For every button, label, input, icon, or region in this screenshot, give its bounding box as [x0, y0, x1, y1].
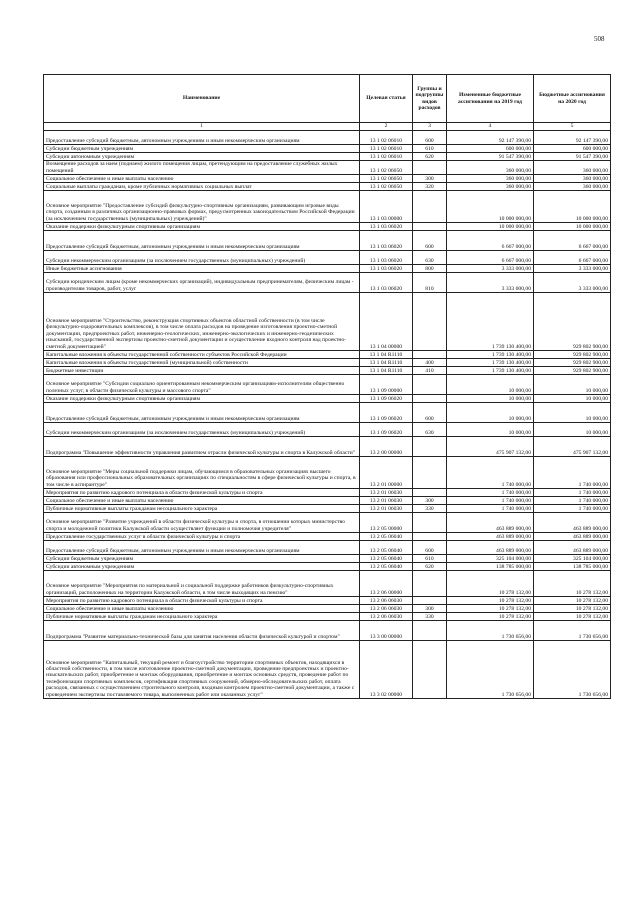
table-row: [44, 403, 611, 423]
row-group-cell: [413, 191, 447, 223]
row-name-cell: Мероприятия по развитию кадрового потенциала в области физической культуры и спорта: [44, 489, 360, 497]
row-code-cell: 13 3 02 00000: [360, 641, 413, 699]
row-amount-2019-cell: 91 547 390,00: [447, 153, 534, 161]
row-name-cell: Предоставление субсидий бюджетным, автономным учреждениям и иным некоммерческим организациям: [44, 403, 360, 423]
table-row: [44, 351, 611, 359]
row-amount-2020-cell: 600 000,00: [534, 145, 611, 153]
row-amount-2019-cell: 360 000,00: [447, 175, 534, 183]
row-code-cell: 13 1 04 R1110: [360, 351, 413, 359]
row-amount-2019-cell: 1 739 130 400,00: [447, 359, 534, 367]
row-code-cell: 13 1 09 06020: [360, 395, 413, 403]
row-group-cell: [413, 351, 447, 359]
table-row: [44, 273, 611, 293]
row-code-cell: 13 2 01 06030: [360, 489, 413, 497]
row-code-cell: 13 3 00 00000: [360, 621, 413, 641]
table-row: [44, 191, 611, 223]
table-row: [44, 231, 611, 251]
row-code-cell: 13 1 09 06020: [360, 423, 413, 437]
row-group-cell: 620: [413, 153, 447, 161]
table-row: [44, 555, 611, 563]
column-number: 5: [534, 123, 611, 131]
row-group-cell: 410: [413, 367, 447, 375]
column-number: 2: [360, 123, 413, 131]
row-group-cell: 330: [413, 505, 447, 513]
table-row: [44, 457, 611, 489]
row-group-cell: 600: [413, 231, 447, 251]
row-code-cell: 13 2 06 06030: [360, 613, 413, 621]
row-amount-2020-cell: 463 889 000,00: [534, 513, 611, 533]
row-group-cell: [413, 641, 447, 699]
row-amount-2020-cell: 463 889 000,00: [534, 533, 611, 541]
row-amount-2020-cell: 10 000,00: [534, 403, 611, 423]
row-amount-2019-cell: 138 785 000,00: [447, 563, 534, 571]
row-name-cell: Оказание поддержки физкультурным спортивным организациям: [44, 223, 360, 231]
row-amount-2019-cell: 10 000 000,00: [447, 191, 534, 223]
row-amount-2020-cell: 929 802 900,00: [534, 351, 611, 359]
row-group-cell: 610: [413, 145, 447, 153]
row-code-cell: 13 2 06 06030: [360, 605, 413, 613]
row-name-cell: Предоставление государственных услуг в области физической культуры и спорта: [44, 533, 360, 541]
row-code-cell: 13 1 04 R1110: [360, 367, 413, 375]
row-amount-2019-cell: 360 000,00: [447, 183, 534, 191]
row-amount-2020-cell: 10 000,00: [534, 395, 611, 403]
row-name-cell: Социальное обеспечение и иные выплаты населению: [44, 605, 360, 613]
row-code-cell: 13 1 04 00000: [360, 293, 413, 351]
row-amount-2020-cell: 360 000,00: [534, 175, 611, 183]
table-body: [44, 131, 611, 699]
table-row: [44, 533, 611, 541]
row-code-cell: 13 2 06 00000: [360, 571, 413, 597]
row-amount-2019-cell: 6 667 000,00: [447, 231, 534, 251]
row-name-cell: Субсидии некоммерческим организациям (за исключением государственных (муниципальных) учреждений): [44, 423, 360, 437]
row-group-cell: 620: [413, 563, 447, 571]
row-code-cell: 13 1 02 06050: [360, 183, 413, 191]
row-name-cell: Субсидии бюджетным учреждениям: [44, 145, 360, 153]
table-row: [44, 153, 611, 161]
table-row: [44, 395, 611, 403]
row-group-cell: 630: [413, 423, 447, 437]
row-amount-2019-cell: 475 907 132,00: [447, 437, 534, 457]
row-amount-2020-cell: 10 000,00: [534, 375, 611, 395]
table-row: [44, 541, 611, 555]
table-row: [44, 621, 611, 641]
row-amount-2020-cell: 1 740 000,00: [534, 489, 611, 497]
row-name-cell: Предоставление субсидий бюджетным, автономным учреждениям и иным некоммерческим организациям: [44, 231, 360, 251]
row-amount-2020-cell: 3 333 000,00: [534, 265, 611, 273]
row-amount-2020-cell: 1 730 656,00: [534, 641, 611, 699]
row-name-cell: Основное мероприятие "Субсидии социально ориентированным некоммерческим организациям-исполнителям общественно полезных услуг, в области физической культуры и массового спорта": [44, 375, 360, 395]
row-name-cell: Основное мероприятие "Предоставление субсидий физкультурно-спортивным организациям, развивающим игровые виды спорта, созданным в различных организационно-правовых формах, предусмотренных законодательством Российской Федерации (за исключением государственных (муниципальных) учреждений)": [44, 191, 360, 223]
row-amount-2019-cell: 463 889 000,00: [447, 541, 534, 555]
table-row: [44, 613, 611, 621]
row-amount-2019-cell: 325 104 000,00: [447, 555, 534, 563]
row-code-cell: 13 1 03 06020: [360, 251, 413, 265]
row-amount-2020-cell: 475 907 132,00: [534, 437, 611, 457]
row-group-cell: 800: [413, 265, 447, 273]
row-amount-2019-cell: 463 889 000,00: [447, 533, 534, 541]
table-row: [44, 505, 611, 513]
row-name-cell: Подпрограмма "Повышение эффективности управления развитием отрасли физической культуры и спорта в Калужской области": [44, 437, 360, 457]
row-amount-2020-cell: 138 785 000,00: [534, 563, 611, 571]
row-code-cell: 13 1 09 06020: [360, 403, 413, 423]
row-amount-2020-cell: 1 740 000,00: [534, 505, 611, 513]
row-name-cell: Капитальные вложения в объекты государственной (муниципальной) собственности: [44, 359, 360, 367]
row-code-cell: 13 2 00 00000: [360, 437, 413, 457]
column-number: 3: [413, 123, 447, 131]
row-group-cell: 600: [413, 541, 447, 555]
row-amount-2019-cell: 463 889 000,00: [447, 513, 534, 533]
row-group-cell: 600: [413, 131, 447, 145]
header-amount-2020: Бюджетные ассигнования на 2020 год: [534, 75, 611, 123]
table-row: [44, 367, 611, 375]
row-amount-2019-cell: 10 000,00: [447, 375, 534, 395]
row-group-cell: 630: [413, 251, 447, 265]
header-name: Наименование: [44, 75, 360, 123]
row-amount-2020-cell: 10 278 132,00: [534, 605, 611, 613]
row-amount-2019-cell: 1 740 000,00: [447, 457, 534, 489]
table-row: [44, 223, 611, 231]
row-code-cell: 13 1 09 00000: [360, 375, 413, 395]
row-amount-2019-cell: 1 730 656,00: [447, 641, 534, 699]
row-name-cell: Субсидии некоммерческим организациям (за исключением государственных (муниципальных) учреждений): [44, 251, 360, 265]
row-amount-2019-cell: 360 000,00: [447, 161, 534, 175]
row-amount-2019-cell: 10 278 132,00: [447, 597, 534, 605]
row-name-cell: Предоставление субсидий бюджетным, автономным учреждениям и иным некоммерческим организациям: [44, 131, 360, 145]
row-group-cell: [413, 437, 447, 457]
row-amount-2019-cell: 10 278 132,00: [447, 605, 534, 613]
row-name-cell: Основное мероприятие "Капитальный, текущий ремонт и благоустройство территории спортивных объектов, находящихся в областной собственности, в том числе изготовление проектно-сметной документации, проведение предпроектных и проектно-изыскательских работ, приобретение и монтаж оборудования, приобретение и монтаж основных средств, проведение работ по телефонизации спортивных комплексов, сертификация спортивных сооружений, обмерно-обследовательских работ, оплата расходов, связанных с осуществлением строительного контроля, входным контролем проектно-сметной документации, а также с проведением экспертизы поставляемого товара, выполненных работ или оказанных услуг": [44, 641, 360, 699]
row-code-cell: 13 1 02 06010: [360, 131, 413, 145]
row-group-cell: 400: [413, 359, 447, 367]
row-amount-2019-cell: 10 000,00: [447, 423, 534, 437]
row-amount-2020-cell: 463 889 000,00: [534, 541, 611, 555]
row-code-cell: 13 2 05 06040: [360, 541, 413, 555]
table-row: [44, 131, 611, 145]
row-code-cell: 13 1 02 06050: [360, 175, 413, 183]
row-group-cell: [413, 513, 447, 533]
table-row: [44, 423, 611, 437]
row-name-cell: Социальное обеспечение и иные выплаты населению: [44, 497, 360, 505]
row-amount-2019-cell: 1 740 000,00: [447, 489, 534, 497]
row-amount-2019-cell: 10 000,00: [447, 395, 534, 403]
row-name-cell: Субсидии бюджетным учреждениям: [44, 555, 360, 563]
row-name-cell: Мероприятия по развитию кадрового потенциала в области физической культуры и спорта: [44, 597, 360, 605]
row-group-cell: [413, 621, 447, 641]
row-amount-2019-cell: 3 333 000,00: [447, 265, 534, 273]
row-amount-2020-cell: 10 278 132,00: [534, 597, 611, 605]
header-amount-2019: Измененные бюджетные ассигнования на 2019 год: [447, 75, 534, 123]
row-code-cell: 13 1 03 06020: [360, 273, 413, 293]
row-name-cell: Основное мероприятие "Строительство, реконструкция спортивных объектов областной собственности (в том числе физкультурно-оздоровительных комплексов), в том числе оплата расходов на проведение изготовления проектно-сметной документации, предпроектных работ, инженерно-геологических, инженерно-экологических и инженерно-геодезических изысканий, государственной экспертизы проектно-сметной документации и осуществление входного контроля над проектно-сметной документацией": [44, 293, 360, 351]
row-group-cell: [413, 533, 447, 541]
row-code-cell: 13 1 02 06050: [360, 161, 413, 175]
row-group-cell: 300: [413, 605, 447, 613]
row-amount-2019-cell: 3 333 000,00: [447, 273, 534, 293]
table-row: [44, 489, 611, 497]
row-name-cell: Бюджетные инвестиции: [44, 367, 360, 375]
row-amount-2020-cell: 1 740 000,00: [534, 497, 611, 505]
table-row: [44, 437, 611, 457]
row-amount-2019-cell: 1 740 000,00: [447, 505, 534, 513]
row-name-cell: Оказание поддержки физкультурным спортивным организациям: [44, 395, 360, 403]
row-code-cell: 13 1 03 06020: [360, 265, 413, 273]
row-group-cell: [413, 489, 447, 497]
row-amount-2020-cell: 10 278 132,00: [534, 613, 611, 621]
row-amount-2020-cell: 6 667 000,00: [534, 231, 611, 251]
row-name-cell: Публичные нормативные выплаты гражданам несоциального характера: [44, 505, 360, 513]
row-group-cell: [413, 223, 447, 231]
row-amount-2020-cell: 10 000 000,00: [534, 191, 611, 223]
row-name-cell: Капитальные вложения в объекты государственной собственности субъектов Российской Федерации: [44, 351, 360, 359]
row-group-cell: [413, 571, 447, 597]
table-row: [44, 265, 611, 273]
header-code: Целевая статья: [360, 75, 413, 123]
row-code-cell: 13 2 05 06040: [360, 563, 413, 571]
column-number: 1: [44, 123, 360, 131]
table-row: [44, 251, 611, 265]
row-group-cell: 330: [413, 613, 447, 621]
row-amount-2020-cell: 10 000 000,00: [534, 223, 611, 231]
table-row: [44, 641, 611, 699]
row-name-cell: Основное мероприятие "Развитие учреждений в области физической культуры и спорта, в отношении которых министерство спорта и молодежной политики Калужской области осуществляет функции и полномочия учредителя": [44, 513, 360, 533]
row-group-cell: 610: [413, 555, 447, 563]
table-row: [44, 605, 611, 613]
row-group-cell: [413, 597, 447, 605]
row-name-cell: Социальное обеспечение и иные выплаты населению: [44, 175, 360, 183]
row-amount-2020-cell: 1 740 000,00: [534, 457, 611, 489]
table-row: [44, 293, 611, 351]
row-code-cell: 13 1 03 06020: [360, 231, 413, 251]
row-amount-2019-cell: 6 667 000,00: [447, 251, 534, 265]
row-code-cell: 13 1 02 06010: [360, 145, 413, 153]
row-name-cell: Субсидии автономным учреждениям: [44, 563, 360, 571]
table-row: [44, 161, 611, 175]
page-number: 508: [594, 35, 605, 43]
row-code-cell: 13 2 01 06030: [360, 497, 413, 505]
row-name-cell: Субсидии юридическим лицам (кроме некоммерческих организаций), индивидуальным предпринимателям, физическим лицам - производителям товаров, работ, услуг: [44, 273, 360, 293]
row-name-cell: Подпрограмма "Развитие материально-технической базы для занятия населения области физической культурой и спортом": [44, 621, 360, 641]
row-code-cell: 13 1 02 06010: [360, 153, 413, 161]
row-amount-2019-cell: 1 739 130 400,00: [447, 293, 534, 351]
row-code-cell: 13 2 05 00000: [360, 513, 413, 533]
row-amount-2019-cell: 600 000,00: [447, 145, 534, 153]
row-code-cell: 13 1 04 R1110: [360, 359, 413, 367]
row-group-cell: [413, 293, 447, 351]
row-amount-2020-cell: 6 667 000,00: [534, 251, 611, 265]
row-group-cell: 810: [413, 273, 447, 293]
row-name-cell: Иные бюджетные ассигнования: [44, 265, 360, 273]
row-amount-2020-cell: 1 730 656,00: [534, 621, 611, 641]
table-row: [44, 497, 611, 505]
row-name-cell: Основное мероприятие "Меры социальной поддержки лицам, обучающимся в образовательных организациях высшего образования или профессиональных образовательных организациях по специальностям в сфере физической культуры и спорта, в том числе в аспирантуре": [44, 457, 360, 489]
row-group-cell: [413, 161, 447, 175]
row-code-cell: 13 2 05 06040: [360, 533, 413, 541]
column-number: 4: [447, 123, 534, 131]
table-row: [44, 375, 611, 395]
row-amount-2019-cell: 10 278 132,00: [447, 571, 534, 597]
row-amount-2020-cell: 10 000,00: [534, 423, 611, 437]
row-code-cell: 13 2 05 06040: [360, 555, 413, 563]
row-code-cell: 13 2 01 00000: [360, 457, 413, 489]
table-row: [44, 597, 611, 605]
row-group-cell: [413, 395, 447, 403]
row-amount-2020-cell: 10 278 132,00: [534, 571, 611, 597]
row-code-cell: 13 2 06 06030: [360, 597, 413, 605]
row-name-cell: Возмещение расходов за наем (поднаем) жилого помещения лицам, претендующим на предоставление служебных жилых помещений: [44, 161, 360, 175]
row-amount-2020-cell: 360 000,00: [534, 183, 611, 191]
row-amount-2019-cell: 92 147 390,00: [447, 131, 534, 145]
row-group-cell: 600: [413, 403, 447, 423]
row-amount-2020-cell: 92 147 390,00: [534, 131, 611, 145]
row-amount-2019-cell: 10 278 132,00: [447, 613, 534, 621]
row-amount-2020-cell: 929 802 900,00: [534, 293, 611, 351]
row-name-cell: Основное мероприятие "Мероприятия по материальной и социальной поддержке работников физкультурно-спортивных организаций, расположенных на территории Калужской области, в том числе выходящих на пенсию": [44, 571, 360, 597]
row-group-cell: 300: [413, 497, 447, 505]
row-group-cell: [413, 375, 447, 395]
row-code-cell: 13 1 03 00000: [360, 191, 413, 223]
table-row: [44, 571, 611, 597]
budget-table: [43, 74, 611, 699]
row-amount-2019-cell: 1 740 000,00: [447, 497, 534, 505]
header-group: Группы и подгруппы видов расходов: [413, 75, 447, 123]
row-amount-2019-cell: 10 000,00: [447, 403, 534, 423]
row-amount-2020-cell: 929 802 900,00: [534, 359, 611, 367]
row-name-cell: Социальные выплаты гражданам, кроме публичных нормативных социальных выплат: [44, 183, 360, 191]
row-amount-2020-cell: 929 802 900,00: [534, 367, 611, 375]
row-amount-2020-cell: 325 104 000,00: [534, 555, 611, 563]
row-code-cell: 13 1 03 06020: [360, 223, 413, 231]
table-row: [44, 359, 611, 367]
row-amount-2019-cell: 1 739 130 400,00: [447, 351, 534, 359]
row-amount-2019-cell: 10 000 000,00: [447, 223, 534, 231]
row-group-cell: [413, 457, 447, 489]
table-row: [44, 513, 611, 533]
row-group-cell: 300: [413, 175, 447, 183]
table-row: [44, 563, 611, 571]
row-amount-2019-cell: 1 730 656,00: [447, 621, 534, 641]
table-row: [44, 183, 611, 191]
row-group-cell: 320: [413, 183, 447, 191]
row-name-cell: Субсидии автономным учреждениям: [44, 153, 360, 161]
row-code-cell: 13 2 01 06030: [360, 505, 413, 513]
table-row: [44, 145, 611, 153]
row-amount-2020-cell: 3 333 000,00: [534, 273, 611, 293]
row-amount-2020-cell: 360 000,00: [534, 161, 611, 175]
row-amount-2020-cell: 91 547 390,00: [534, 153, 611, 161]
table-row: [44, 175, 611, 183]
row-name-cell: Публичные нормативные выплаты гражданам несоциального характера: [44, 613, 360, 621]
row-amount-2019-cell: 1 739 130 400,00: [447, 367, 534, 375]
row-name-cell: Предоставление субсидий бюджетным, автономным учреждениям и иным некоммерческим организациям: [44, 541, 360, 555]
